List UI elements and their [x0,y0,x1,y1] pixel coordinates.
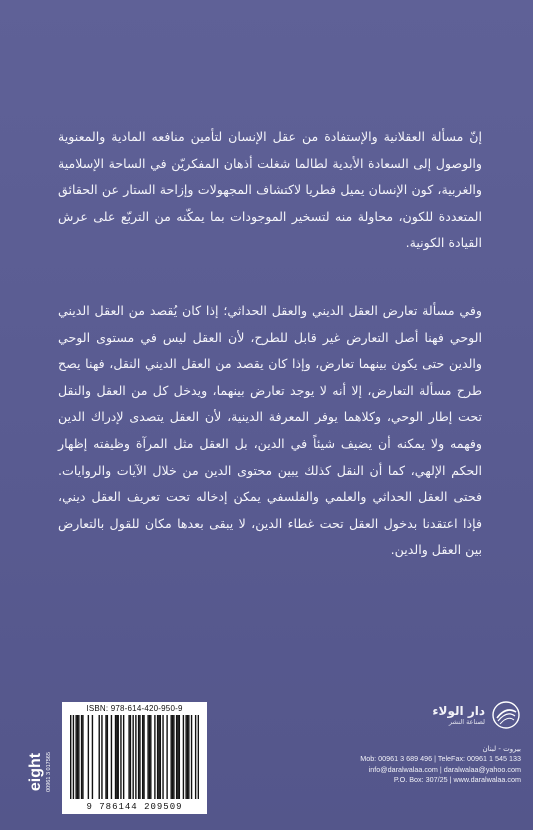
barcode-bar [160,715,161,799]
barcode-bar [143,715,144,799]
barcode-bar [162,715,163,799]
publisher-contact [271,744,521,785]
barcode-bar [105,715,106,799]
publisher-block [271,700,521,785]
barcode-bar [81,715,82,799]
barcode-bar [128,715,129,799]
barcode-bar [170,715,171,799]
barcode [62,702,207,814]
barcode-bar [111,715,112,799]
barcode-bar [116,715,117,799]
barcode-bar [172,715,173,799]
barcode-bar [166,715,167,799]
barcode-bar [157,715,158,799]
vertical-code [44,740,54,804]
barcode-bar [115,715,116,799]
barcode-bar [198,715,199,799]
body-paragraph-1: إنّ مسألة العقلانية والإستفادة من عقل الإنسان لتأمين منافعه المادية والمعنوية والوصول إلى السعادة الأبدية لطالما شغلت أذهان المفكريّن في الساحة الإسلامية والغربية، كون الإنسان يميل فطريا لاكتشاف المجهولات وإزاحة الستار عن الحقائق المتعددة للكون، محاولة منه لتسخير الموجودات بما يمكّنه من التربّع على عرش القيادة الكونية. [58,129,482,251]
barcode-bar [185,715,186,799]
barcode-bar [88,715,89,799]
barcode-bar [183,715,184,799]
publisher-logo-row [271,700,521,730]
barcode-bar [132,715,133,799]
publisher-phones: Mob: 00961 3 689 496 | TeleFax: 00961 1 545 133 [360,754,521,764]
barcode-bar [130,715,131,799]
publisher-name: دار الولاء [432,703,485,718]
barcode-bar [191,715,192,799]
barcode-bar [135,715,136,799]
barcode-bar [78,715,79,799]
eight-logo-text: eight [27,752,44,792]
barcode-bar [188,715,189,799]
publisher-emails: info@daralwalaa.com | daralwalaa@yahoo.com [368,764,521,774]
barcode-bar [92,715,93,799]
barcode-bar [107,715,108,799]
publisher-tagline: لصناعة النشر [448,717,485,726]
barcode-bar [73,715,74,799]
body-paragraph-2: وفي مسألة تعارض العقل الديني والعقل الحداثي؛ إذا كان يُقصد من العقل الديني الوحي فهنا أصل التعارض غير قابل للطرح، لأن العقل ليس في مستوى الوحي والدين حتى يكون بينهما تعارض، وإذا كان يقصد من العقل الديني النقل، فهنا يصح طرح مسألة التعارض، إلا أنه لا يوجد تعارض بينهما، ويدخل كل من العقل والنقل تحت إطار الوحي، وكلاهما يوفر المعرفة الدينية، لأن العقل يتصدى لإدراك الدين وفهمه ولا يمكنه أن يضيف شيئاً في الدين، بل العقل مثل المرآة وظيفته إظهار الحكم الإلهي، كما أن النقل كذلك يبين محتوى الدين من خلال الآيات والروايات. فحتى العقل الحداثي والعلمي والفلسفي يمكن إدخاله تحت تعريف العقل ديني، فإذا اعتقدنا بدخول العقل تحت غطاء الدين، لا يبقى بعدها مكان للقول بالتعارض بين العقل والدين. [58,303,482,558]
barcode-bar [195,715,196,799]
barcode-bar [187,715,188,799]
publisher-name-wrap [432,704,485,727]
vertical-code-text: 00961 3 017565 [46,752,52,792]
barcode-bar [75,715,76,799]
barcode-bar [82,715,83,799]
isbn-label: ISBN: 978-614-420-950-9 [86,704,183,713]
barcode-bar [142,715,143,799]
barcode-bar [154,715,155,799]
barcode-bar [176,715,177,799]
publisher-emblem-icon [491,700,521,730]
barcode-bar [138,715,139,799]
eight-logo [28,742,44,802]
barcode-bar [158,715,159,799]
barcode-bar [179,715,180,799]
barcode-bar [101,715,102,799]
barcode-bar [118,715,119,799]
barcode-bar [177,715,178,799]
publisher-city: بيروت - لبنان [482,745,521,753]
barcode-bar [149,715,150,799]
barcode-bar [173,715,174,799]
barcode-bar [139,715,140,799]
barcode-bar [99,715,100,799]
barcode-bar [150,715,151,799]
barcode-bar [123,715,124,799]
barcode-digits: 9 786144 209509 [86,802,183,812]
barcode-bar [120,715,121,799]
publisher-address: P.O. Box: 307/25 | www.daralwalaa.com [393,774,521,784]
barcode-bars-icon [70,715,199,799]
barcode-bar [70,715,71,799]
barcode-bar [147,715,148,799]
barcode-bar [77,715,78,799]
